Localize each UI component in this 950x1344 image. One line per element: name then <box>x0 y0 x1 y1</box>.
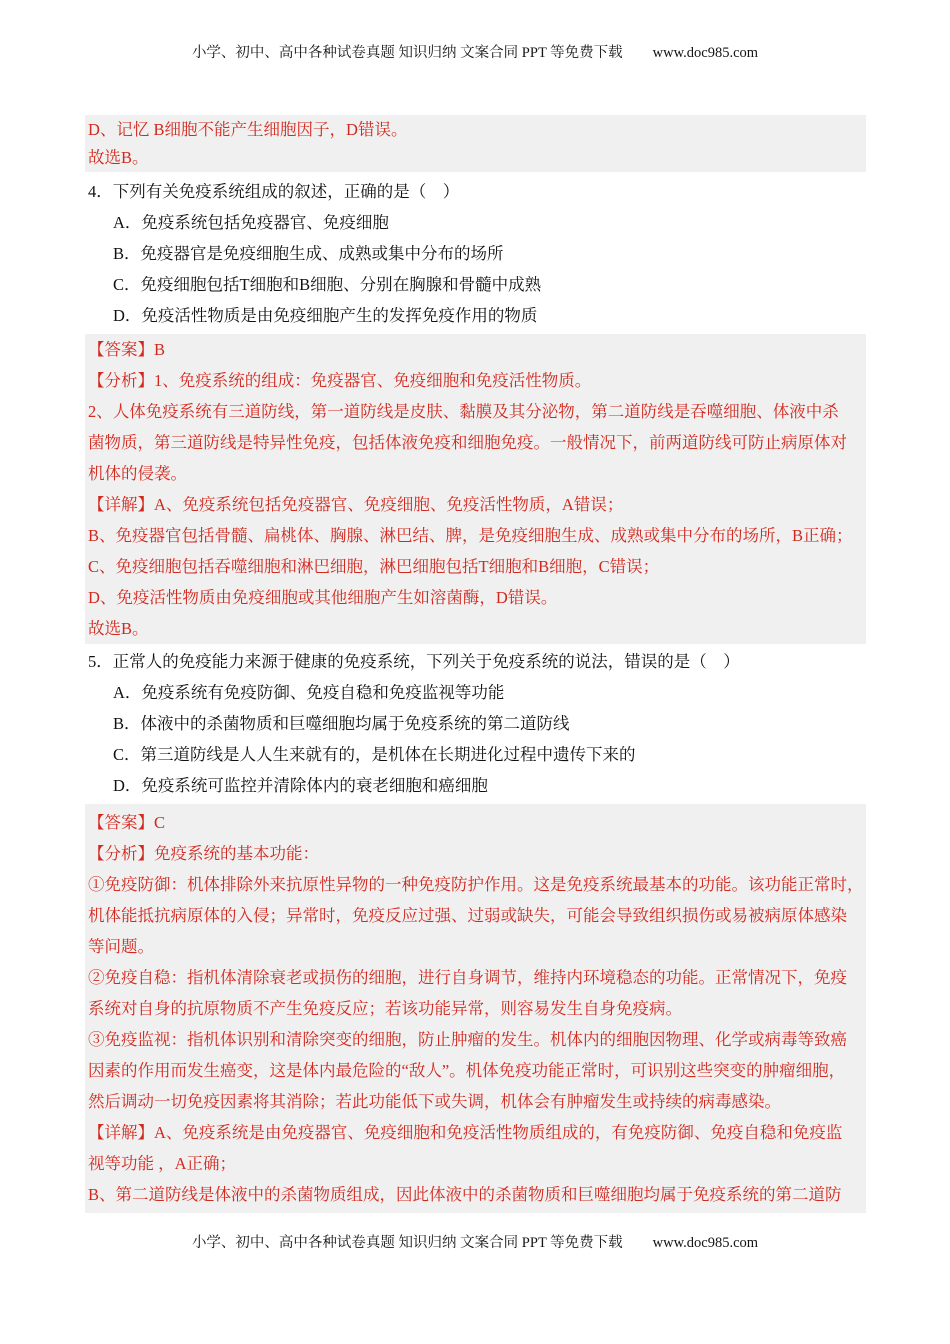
option-a: A．免疫系统包括免疫器官、免疫细胞 <box>113 213 389 232</box>
answer-label-line: 【答案】C <box>88 813 166 832</box>
option-b: B．免疫器官是免疫细胞生成、成熟或集中分布的场所 <box>113 244 504 263</box>
page-header <box>0 41 950 62</box>
option-a: A．免疫系统有免疫防御、免疫自稳和免疫监视等功能 <box>113 683 505 702</box>
analysis-line: 【分析】1、免疫系统的组成：免疫器官、免疫细胞和免疫活性物质。 <box>88 371 592 390</box>
answer-block-q3-tail <box>85 115 866 172</box>
detail-line: 【详解】A、免疫系统包括免疫器官、免疫细胞、免疫活性物质，A错误； <box>88 495 624 514</box>
analysis-line: ③免疫监视：指机体识别和清除突变的细胞，防止肿瘤的发生。机体内的细胞因物理、化学或病毒等致癌 <box>88 1030 847 1049</box>
header-url: www.doc985.com <box>652 45 759 61</box>
answer-conclusion-line: 故选B。 <box>88 147 149 167</box>
question-5-block <box>85 644 866 804</box>
option-d: D．免疫活性物质是由免疫细胞产生的发挥免疫作用的物质 <box>113 306 538 325</box>
option-c: C．第三道防线是人人生来就有的，是机体在长期进化过程中遗传下来的 <box>113 745 636 764</box>
analysis-line: 系统对自身的抗原物质不产生免疫反应；若该功能异常，则容易发生自身免疫病。 <box>88 999 682 1018</box>
answer-block-q5 <box>85 804 866 1213</box>
detail-line: C、免疫细胞包括吞噬细胞和淋巴细胞，淋巴细胞包括T细胞和B细胞，C错误； <box>88 557 660 576</box>
answer-block-q4 <box>85 334 866 644</box>
page-footer <box>0 1231 950 1252</box>
analysis-line: ②免疫自稳：指机体清除衰老或损伤的细胞，进行自身调节，维持内环境稳态的功能。正常情况下，免疫 <box>88 968 847 987</box>
option-c: C．免疫细胞包括T细胞和B细胞、分别在胸腺和骨髓中成熟 <box>113 275 542 294</box>
option-b: B．体液中的杀菌物质和巨噬细胞均属于免疫系统的第二道防线 <box>113 714 570 733</box>
question-stem: 4．下列有关免疫系统组成的叙述，正确的是（ ） <box>88 182 460 201</box>
analysis-line: 因素的作用而发生癌变，这是体内最危险的“敌人”。机体免疫功能正常时，可识别这些突变的肿瘤细胞， <box>88 1061 846 1080</box>
footer-text: 小学、初中、高中各种试卷真题 知识归纳 文案合同 PPT 等免费下载 <box>191 1235 623 1251</box>
analysis-line: 机体的侵袭。 <box>88 464 187 483</box>
detail-line: B、第二道防线是体液中的杀菌物质组成，因此体液中的杀菌物质和巨噬细胞均属于免疫系统的第二道防 <box>88 1185 842 1204</box>
analysis-line: ①免疫防御：机体排除外来抗原性异物的一种免疫防护作用。这是免疫系统最基本的功能。该功能正常时， <box>88 875 864 894</box>
footer-url: www.doc985.com <box>652 1235 759 1251</box>
question-stem: 5．正常人的免疫能力来源于健康的免疫系统，下列关于免疫系统的说法，错误的是（ ） <box>88 652 740 671</box>
analysis-line: 菌物质，第三道防线是特异性免疫，包括体液免疫和细胞免疫。一般情况下，前两道防线可防止病原体对 <box>88 433 847 452</box>
header-text: 小学、初中、高中各种试卷真题 知识归纳 文案合同 PPT 等免费下载 <box>191 45 623 61</box>
detail-line: B、免疫器官包括骨髓、扁桃体、胸腺、淋巴结、脾，是免疫细胞生成、成熟或集中分布的场所，B正确； <box>88 526 853 545</box>
answer-label-line: 【答案】B <box>88 340 166 359</box>
question-4-block <box>85 172 866 334</box>
analysis-line: 2、人体免疫系统有三道防线，第一道防线是皮肤、黏膜及其分泌物，第二道防线是吞噬细胞、体液中杀 <box>88 402 839 421</box>
detail-line: 视等功能 ，A正确； <box>88 1154 237 1173</box>
detail-line: 【详解】A、免疫系统是由免疫器官、免疫细胞和免疫活性物质组成的，有免疫防御、免疫自稳和免疫监 <box>88 1123 843 1142</box>
option-d: D．免疫系统可监控并清除体内的衰老细胞和癌细胞 <box>113 776 488 795</box>
analysis-line: 然后调动一切免疫因素将其消除；若此功能低下或失调，机体会有肿瘤发生或持续的病毒感染。 <box>88 1092 781 1111</box>
answer-conclusion-line: 故选B。 <box>88 619 149 638</box>
analysis-line: 机体能抵抗病原体的入侵；异常时，免疫反应过强、过弱或缺失，可能会导致组织损伤或易被病原体感染 <box>88 906 847 925</box>
analysis-line: 等问题。 <box>88 937 154 956</box>
analysis-line: 【分析】免疫系统的基本功能： <box>88 844 319 863</box>
document-body <box>85 115 866 1213</box>
detail-line: D、免疫活性物质由免疫细胞或其他细胞产生如溶菌酶，D错误。 <box>88 588 558 607</box>
answer-line: D、记忆 B细胞不能产生细胞因子，D错误。 <box>88 120 408 139</box>
